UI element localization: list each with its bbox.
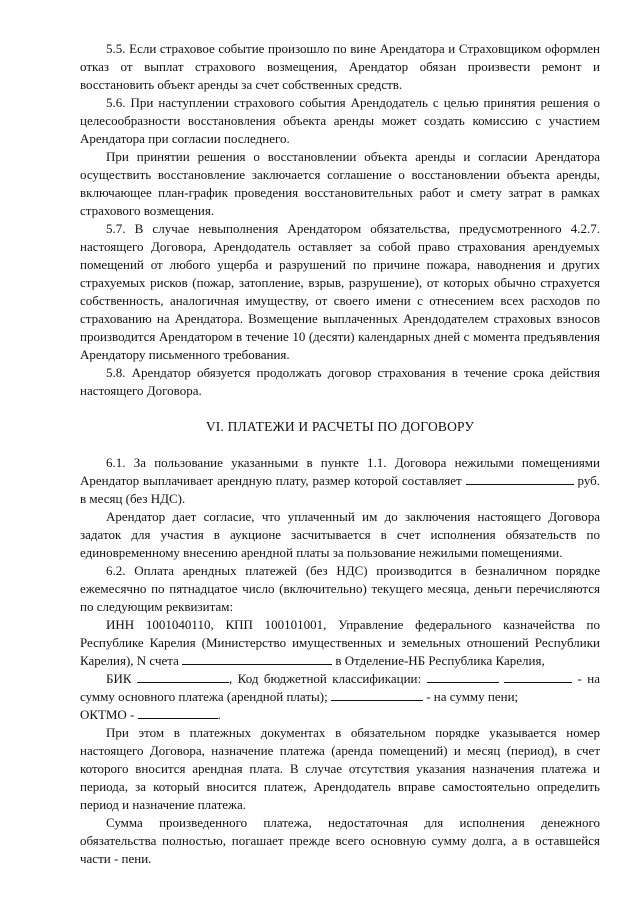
clause-5-5: 5.5. Если страховое событие произошло по вине Арендатора и Страховщиком оформлен отказ от выплат страхового возмещения, Арендатор обязан произвести ремонт и восстановить объект аренды за счет собственных средств. <box>80 41 600 92</box>
main-sum-label: на сумму основного платежа (арендной платы); <box>80 671 601 704</box>
clause-5-8: 5.8. Арендатор обязуется продолжать договор страхования в течение срока действия настоящего Договора. <box>80 365 600 398</box>
clause-6-1-deposit: Арендатор дает согласие, что уплаченный им до заключения настоящего Договора задаток для участия в аукционе засчитывается в счет исполнения обязательств по единовременному внесению арендной платы за пользование нежилыми помещениями. <box>80 509 600 560</box>
kbk-dash: - <box>577 671 582 686</box>
kbk-blank-2 <box>504 670 572 683</box>
clause-5-6: 5.6. При наступлении страхового события Арендодатель с целью принятия решения о целесообразности восстановления объекта аренды может создать комиссию с участием Арендатора при согласии последнего. <box>80 95 600 146</box>
requisites-text: ИНН 1001040110, КПП 100101001, Управление федерального казначейства по Республике Карелия (Министерство имущественных и земельных отношений Республики Карелия), N счета <box>80 617 600 668</box>
bik-label: БИК <box>106 671 132 686</box>
payment-requisites <box>80 616 600 670</box>
oktmo-label: ОКТМО - <box>80 707 135 722</box>
oktmo-blank <box>138 706 218 719</box>
clause-5-7: 5.7. В случае невыполнения Арендатором обязательства, предусмотренного 4.2.7. настоящего Договора, Арендодатель оставляет за собой право страхования арендуемых помещений от любого ущерба и разрушений по причине пожара, наводнения и других страхуемых рисков (пожар, затопление, взрыв, разрушение), от которых обычно страхуется собственность, аналогичная имуществу, от своего имени с отнесением всех расходов по страхованию на Арендатора. Возмещение выплаченных Арендодателем страховых взносов производится Арендатором в течение 10 (десяти) календарных дней с момента предъявления Арендатору письменного требования. <box>80 221 600 362</box>
account-number-blank <box>182 652 332 665</box>
penalty-label: - на сумму пени; <box>426 689 519 704</box>
payment-documents-clause: При этом в платежных документах в обязательном порядке указывается номер настоящего Договора, назначение платежа (аренда помещений) и месяц (период), в счет которого вносится арендная плата. В случае отсутствия указания назначения платежа и периода, за который вносится платеж, Арендодатель вправе самостоятельно определить период и назначение платежа. <box>80 725 600 812</box>
clause-5-6-continued: При принятии решения о восстановлении объекта аренды и согласии Арендатора осуществить восстановление заключается соглашение о восстановлении объекта аренды, включающее план-график проведения восстановительных работ и смету затрат в рамках страхового возмещения. <box>80 149 600 218</box>
bik-blank <box>137 670 229 683</box>
clause-6-1-text: 6.1. За пользование указанными в пункте 1.1. Договора нежилыми помещениями Арендатор выплачивает арендную плату, размер которой составляет <box>80 455 600 488</box>
section-6-heading: VI. ПЛАТЕЖИ И РАСЧЕТЫ ПО ДОГОВОРУ <box>205 419 475 434</box>
payment-sum-clause: Сумма произведенного платежа, недостаточная для исполнения денежного обязательства полностью, погашает прежде всего основную сумму долга, а в оставшейся части - пени. <box>80 815 600 866</box>
oktmo-end: . <box>217 707 221 722</box>
kbk-blank-1 <box>427 670 499 683</box>
clause-6-1-end: руб. в месяц (без НДС). <box>80 473 601 506</box>
clause-6-2: 6.2. Оплата арендных платежей (без НДС) производится в безналичном порядке ежемесячно по пятнадцатое число (включительно) текущего месяца, деньги перечисляются по следующим реквизитам: <box>80 563 600 614</box>
requisites-bank: в Отделение-НБ Республика Карелия, <box>335 653 545 668</box>
document-page <box>80 40 600 868</box>
clause-6-1 <box>80 454 600 508</box>
oktmo-line <box>80 706 600 724</box>
main-sum-blank <box>331 688 423 701</box>
kbk-label: , Код бюджетной классификации: <box>228 671 422 686</box>
rent-amount-blank <box>466 472 574 485</box>
bik-kbk-line <box>80 670 600 706</box>
